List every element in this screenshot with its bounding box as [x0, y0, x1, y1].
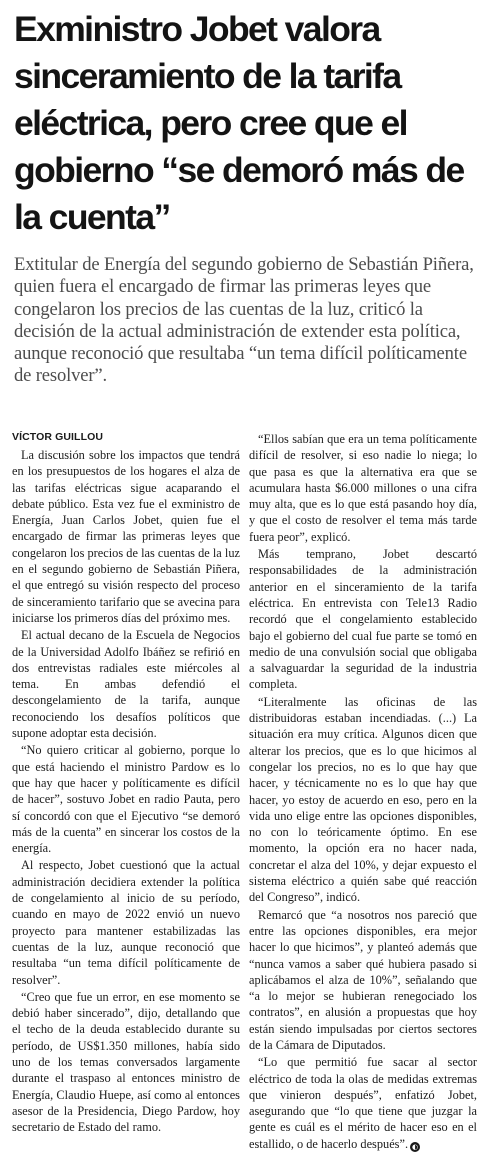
- end-of-article-icon: ◐: [411, 1142, 419, 1151]
- article-lede: Extitular de Energía del segundo gobierno de Sebastián Piñera, quien fuera el encargado de firmar las primeras leyes que congelaron los precios de las cuentas de la luz, criticó la decisión de la actual administración de extender esta política, aunque reconoció que resultaba “un tema difícil políticamente de resolver”.: [14, 254, 474, 387]
- body-paragraph: La discusión sobre los impactos que tendrá en los presupuestos de los hogares el alza de las tarifas eléctricas sigue acaparando el debate público. Esta vez fue el exministro de Energía, Juan Carlos Jobet, quien fue el encargado de firmar las primeras leyes que congelaron los precios de las cuentas de la luz en el segundo gobierno de Sebastián Piñera, el que entregó su visión respecto del proceso de sinceramiento tarifario que se avecina para iniciarse los primeros días del próximo mes.: [12, 448, 240, 625]
- body-paragraph: Más temprano, Jobet descartó responsabilidades de la administración anterior en el sinceramiento de la tarifa eléctrica. En entrevista con Tele13 Radio recordó que el congelamiento establecido bajo el gobierno del cual fue parte se tomó en medio de una convulsión social que obligaba a salvaguardar la seguridad de la industria completa.: [249, 547, 477, 692]
- body-paragraph: Remarcó que “a nosotros nos pareció que entre las opciones disponibles, era mejor hacer lo que hicimos”, y planteó además que “nunca vamos a saber qué hubiera pasado si aplicábamos el alza de 10%”, señalando que “a lo mejor se hubieran renegociado los contratos”, en alusión a propuestas que hoy están siendo impulsadas por ciertos sectores de la Cámara de Diputados.: [249, 907, 477, 1052]
- body-paragraph-last-text: “Lo que permitió fue sacar al sector eléctrico de toda la olas de medidas extremas que vinieron después”, enfatizó Jobet, asegurando que “lo que tiene que juzgar la gente es cuál es el mérito de hacer eso en el estallido, o de hacerlo después”.: [249, 1055, 477, 1151]
- body-paragraph: El actual decano de la Escuela de Negocios de la Universidad Adolfo Ibáñez se refirió en dos entrevistas radiales este miércoles al tema. En ambas defendió el descongelamiento de la tarifa, aunque reconociendo los desafíos políticos que supone adoptar esta decisión.: [12, 628, 240, 741]
- article-headline: Exministro Jobet valora sinceramiento de la tarifa eléctrica, pero cree que el gobierno “se demoró más de la cuenta”: [14, 9, 464, 237]
- article-byline: VÍCTOR GUILLOU: [12, 431, 104, 443]
- article-column-right: [249, 431, 477, 1153]
- body-paragraph-last: [249, 1054, 477, 1152]
- body-paragraph: “Literalmente las oficinas de las distribuidoras estaban incendiadas. (...) La situación era muy crítica. Algunos dicen que alterar los precios, que es lo que hicimos al congelar los precios, no es lo que hay que hacer, y técnicamente no es lo que hay que hacer, yo estoy de acuerdo en eso, pero en la vida uno elige entre las opciones disponibles, no con lo teóricamente óptimo. En ese momento, la opción era no hacer nada, concretar el alza del 10%, y dejar expuesto el sistema eléctrico a quién sabe qué reacción del Congreso”, indicó.: [249, 694, 477, 905]
- body-paragraph: Al respecto, Jobet cuestionó que la actual administración decidiera extender la política de congelamiento al inicio de su período, cuando en mayo de 2022 envió un nuevo proyecto para mantener estabilizadas las cuentas de la luz, aunque reconoció que resultaba “un tema difícil políticamente de resolver”.: [12, 858, 240, 987]
- body-paragraph: “Creo que fue un error, en ese momento se debió haber sincerado”, dijo, detallando que el techo de la deuda establecido durante su período, de US$1.350 millones, había sido uno de los temas conversados largamente durante el traspaso al entonces ministro de Energía, Claudio Huepe, así como al entonces asesor de la Presidencia, Diego Pardow, hoy secretario de Estado del ramo.: [12, 989, 240, 1135]
- article-column-left: [12, 431, 240, 1136]
- body-paragraph: “Ellos sabían que era un tema políticamente difícil de resolver, si eso nadie lo niega; lo que pasa es que la alternativa era que se acumulara hasta $6.000 millones o una cifra muy alta, que es lo que está pasando hoy día, y que el costo de resolver el tema más tarde fuera peor”, explicó.: [249, 432, 477, 544]
- body-paragraph: “No quiero criticar al gobierno, porque lo que está haciendo el ministro Pardow es lo que hay que hacer y políticamente es difícil de hacer”, sostuvo Jobet en radio Pauta, pero sí concordó con que el Ejecutivo “se demoró más de la cuenta” en sincerar los costos de la energía.: [12, 743, 240, 856]
